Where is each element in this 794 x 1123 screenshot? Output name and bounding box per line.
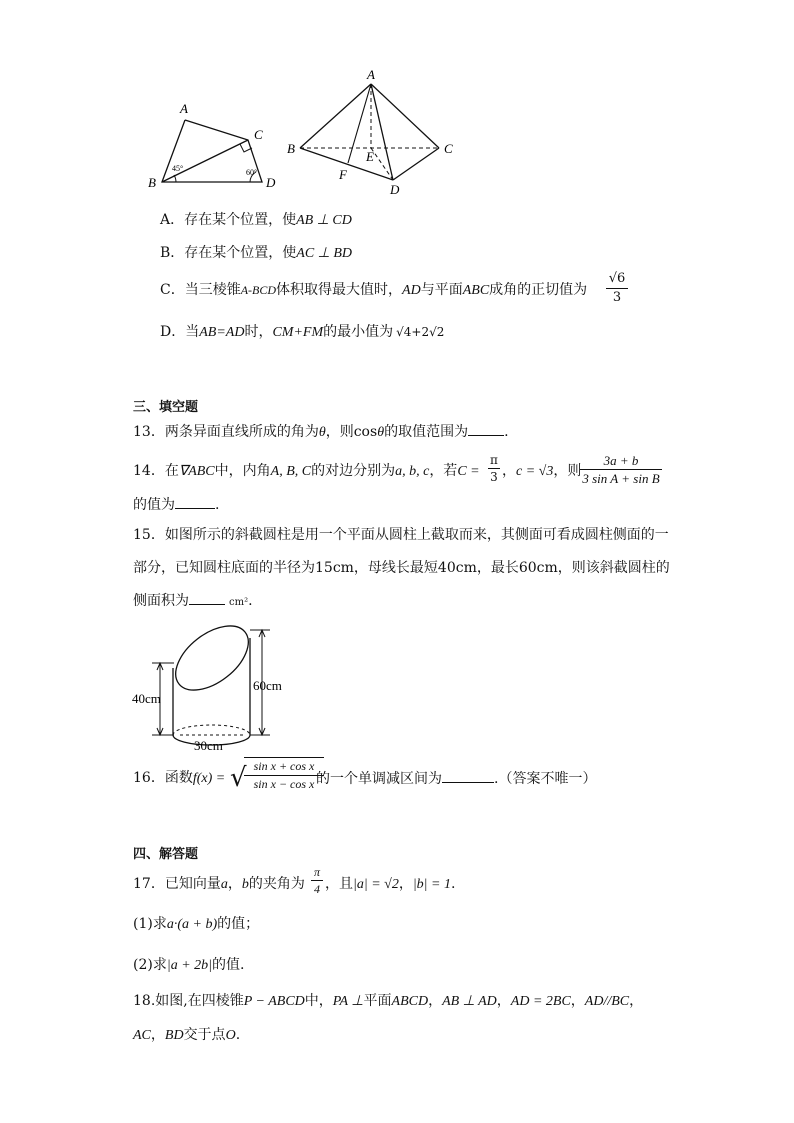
q16-text-2: 的一个单调减区间为 bbox=[316, 771, 442, 787]
side-c-eq: c = √3 bbox=[516, 464, 554, 479]
pyramid-p-abcd: P − ABCD bbox=[243, 994, 305, 1009]
question-17 bbox=[133, 874, 305, 895]
option-c-math-1: A-BCD bbox=[240, 283, 277, 297]
option-d-math-2: CM+FM bbox=[272, 325, 324, 340]
q14-continuation bbox=[502, 461, 581, 482]
comma: ， bbox=[496, 993, 511, 1009]
period: . bbox=[248, 593, 253, 609]
option-b-math: AC ⊥ BD bbox=[296, 246, 353, 261]
period: . bbox=[235, 1027, 241, 1043]
numerator: π bbox=[488, 452, 500, 469]
option-d-text: D．当 bbox=[160, 324, 200, 340]
period: . bbox=[215, 497, 220, 513]
q14-text: 14．在 bbox=[133, 463, 179, 479]
sides-abc: a, b, c bbox=[395, 464, 430, 479]
option-c-text-4: 成角的正切值为 bbox=[489, 282, 588, 298]
option-c-fraction bbox=[606, 270, 628, 307]
function-f: f(x) = bbox=[192, 771, 226, 786]
answer-blank[interactable] bbox=[468, 421, 504, 436]
option-a-text: A．存在某个位置，使 bbox=[160, 212, 297, 228]
comma: ， bbox=[629, 993, 644, 1009]
option-a bbox=[160, 210, 352, 231]
q17-continuation bbox=[325, 874, 455, 895]
q17-1-text: (1)求 bbox=[133, 916, 167, 932]
option-c bbox=[160, 280, 587, 301]
angle-c-eq: C = bbox=[457, 464, 480, 479]
q17-text-3: ，且 bbox=[325, 876, 353, 892]
label-a: A bbox=[180, 101, 188, 116]
angles-abc: A, B, C bbox=[270, 464, 312, 479]
ad-parallel-bc: AD//BC bbox=[584, 994, 630, 1009]
q13-text: 13．两条异面直线所成的角为 bbox=[133, 424, 319, 440]
q15-line-1: 15．如图所示的斜截圆柱是用一个平面从圆柱上截取而来，其侧面可看成圆柱侧面的一 bbox=[133, 527, 669, 543]
denominator: 4 bbox=[314, 882, 320, 896]
q14-fraction bbox=[580, 452, 662, 487]
q18-text-3: 平面 bbox=[363, 993, 392, 1009]
label-b: B bbox=[148, 175, 156, 190]
norm-b: |b| = 1 bbox=[412, 877, 451, 892]
q17-2-text: (2)求 bbox=[133, 957, 167, 973]
q17-pi-over-4 bbox=[311, 864, 323, 897]
q18-text-2: 中， bbox=[304, 993, 333, 1009]
period: . bbox=[450, 876, 456, 892]
q16-text-3: .（答案不唯一） bbox=[494, 771, 597, 787]
theta: θ bbox=[318, 425, 326, 440]
option-d-text-3: 的最小值为 bbox=[323, 324, 394, 340]
answer-blank[interactable] bbox=[442, 768, 494, 783]
unit: cm² bbox=[229, 597, 249, 608]
q17-2-text-2: 的值. bbox=[212, 957, 245, 973]
theta: θ bbox=[377, 425, 385, 440]
pa-perp: PA ⊥ bbox=[332, 994, 364, 1009]
question-16 bbox=[133, 768, 225, 789]
fraction-numerator: √6 bbox=[606, 270, 628, 289]
sqrt-sign: √ bbox=[230, 763, 247, 793]
label-60cm: 60cm bbox=[253, 678, 282, 693]
angle-d-label: 60° bbox=[246, 168, 258, 177]
point-o: O bbox=[225, 1028, 236, 1043]
option-d-text-2: 时， bbox=[244, 324, 273, 340]
label-c: C bbox=[444, 141, 453, 156]
q14-text-4: ，若 bbox=[429, 463, 458, 479]
q14-line-2 bbox=[133, 494, 219, 515]
segment-bd: BD bbox=[164, 1028, 184, 1043]
label-c: C bbox=[254, 127, 263, 142]
q14-text-2: 中，内角 bbox=[214, 463, 271, 479]
q17-text: 17．已知向量 bbox=[133, 876, 221, 892]
q14-text-5: ，则 bbox=[553, 463, 582, 479]
q14-text-3: 的对边分别为 bbox=[311, 463, 396, 479]
angle-b-label: 45° bbox=[172, 164, 184, 173]
segment-ac: AC bbox=[133, 1028, 151, 1043]
dot-product-expr: a·(a + b) bbox=[166, 917, 218, 932]
numerator: sin x + cos x bbox=[244, 758, 324, 776]
option-c-math-2: AD bbox=[402, 283, 421, 298]
label-f: F bbox=[339, 167, 347, 182]
plane-abcd: ABCD bbox=[391, 994, 429, 1009]
option-b-text: B．存在某个位置，使 bbox=[160, 245, 297, 261]
option-d-root: √4+2√2 bbox=[396, 325, 445, 339]
option-a-math: AB ⊥ CD bbox=[296, 213, 352, 228]
ab-perp-ad: AB ⊥ AD bbox=[442, 994, 497, 1009]
comma: ， bbox=[502, 463, 516, 479]
norm-expr: |a + 2b| bbox=[166, 958, 212, 973]
denominator: sin x − cos x bbox=[253, 777, 315, 791]
fraction-denominator: 3 bbox=[612, 290, 622, 305]
triangle-abc: ∇ABC bbox=[178, 464, 215, 479]
option-c-text: C．当三棱锥 bbox=[160, 282, 241, 298]
q18-text: 18.如图,在四棱锥 bbox=[133, 993, 244, 1009]
q16-text: 16．函数 bbox=[133, 770, 193, 786]
section-4-title: 四、解答题 bbox=[133, 847, 199, 862]
label-b: B bbox=[287, 141, 295, 156]
question-17-part-2 bbox=[133, 955, 244, 976]
denominator: 3 bbox=[490, 470, 498, 484]
q17-text-2: 的夹角为 bbox=[248, 876, 305, 892]
comma: ， bbox=[398, 876, 413, 892]
comma: ， bbox=[570, 993, 585, 1009]
pyramid-figure bbox=[285, 68, 465, 200]
question-14 bbox=[133, 461, 480, 482]
q16-continuation bbox=[316, 768, 596, 789]
label-d: D bbox=[390, 182, 400, 197]
label-e: E bbox=[366, 149, 374, 164]
question-18-line-2 bbox=[133, 1025, 240, 1046]
ad-eq-2bc: AD = 2BC bbox=[510, 994, 571, 1009]
label-a: A bbox=[367, 68, 375, 82]
q15-text: 侧面积为 bbox=[133, 593, 189, 609]
section-3-title: 三、填空题 bbox=[133, 400, 199, 415]
period: . bbox=[504, 424, 509, 440]
cylinder-figure bbox=[130, 610, 300, 758]
question-17-part-1 bbox=[133, 914, 259, 935]
option-c-text-2: 体积取得最大值时， bbox=[276, 282, 403, 298]
vector-a: a bbox=[220, 877, 228, 892]
comma: ， bbox=[428, 993, 443, 1009]
denominator: 3 sin A + sin B bbox=[582, 471, 660, 486]
question-13 bbox=[133, 421, 509, 443]
q15-line-2: 部分，已知圆柱底面的半径为15cm，母线长最短40cm，最长60cm，则该斜截圆柱的 bbox=[133, 560, 670, 576]
q13-text-3: 的取值范围为 bbox=[384, 424, 469, 440]
q14-pi-over-3 bbox=[488, 452, 500, 485]
option-c-math-3: ABC bbox=[462, 283, 490, 298]
option-c-text-3: 与平面 bbox=[420, 282, 463, 298]
option-d-math-1: AB=AD bbox=[199, 325, 245, 340]
option-d bbox=[160, 322, 444, 343]
label-d: D bbox=[266, 175, 276, 190]
answer-blank[interactable] bbox=[189, 590, 225, 605]
comma: ， bbox=[227, 876, 242, 892]
answer-blank[interactable] bbox=[175, 494, 215, 509]
question-18-line-1 bbox=[133, 991, 643, 1012]
vector-b: b bbox=[241, 877, 249, 892]
norm-a: |a| = √2 bbox=[353, 877, 399, 892]
label-40cm: 40cm bbox=[132, 691, 161, 706]
q18-text-4: 交于点 bbox=[183, 1027, 226, 1043]
label-30cm: 30cm bbox=[194, 738, 223, 753]
numerator: π bbox=[311, 864, 323, 881]
quadrilateral-figure bbox=[140, 95, 295, 195]
numerator: 3a + b bbox=[580, 452, 662, 470]
q13-text-2: ，则cos bbox=[325, 424, 378, 440]
option-b bbox=[160, 243, 352, 264]
q14-text-6: 的值为 bbox=[133, 497, 175, 513]
comma: ， bbox=[150, 1027, 165, 1043]
q17-1-text-2: 的值； bbox=[217, 916, 260, 932]
